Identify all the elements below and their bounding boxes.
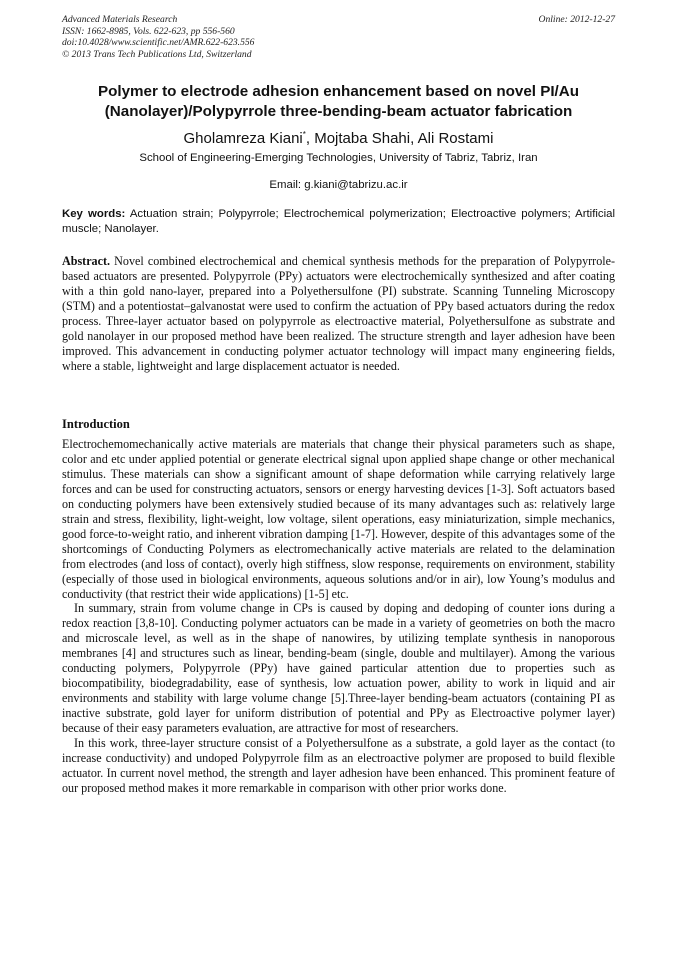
author-email: Email: g.kiani@tabrizu.ac.ir bbox=[269, 179, 408, 191]
keywords-label: Key words: bbox=[62, 208, 126, 220]
introduction-body bbox=[62, 437, 615, 796]
author-name-1: Gholamreza Kiani bbox=[183, 130, 303, 147]
author-list bbox=[62, 126, 615, 148]
abstract-text: Novel combined electrochemical and chemical synthesis methods for the preparation of Polypyrrole-based actuators are presented. Polypyrrole (PPy) actuators were electrochemically synthesized and after coating with a thin gold nano-layer, prepared into a Polyethersulfone (PI) substrate. Scanning Tunneling Microscopy (STM) and a potentiostat–galvanostat were used to confirm the actuation of PPy based actuators during the redox process. Three-layer actuator based on polypyrrole as electroactive material, Polyethersulfone as substrate and gold nanolayer in our proposed method have been realized. The structure strength and layer adhesion have been improved. This advancement in conducting polymer actuator technology will impact many engineering fields, where a stable, lightweight and large displacement actuator is needed. bbox=[62, 254, 615, 373]
paper-title bbox=[62, 82, 615, 121]
journal-copyright: © 2013 Trans Tech Publications Ltd, Switzerland bbox=[62, 48, 252, 60]
paper-title-line-2: (Nanolayer)/Polypyrrole three-bending-beam actuator fabrication bbox=[104, 102, 573, 120]
keywords-text: Actuation strain; Polypyrrole; Electrochemical polymerization; Electroactive polymers; Artificial muscle; Nanolayer. bbox=[62, 208, 615, 235]
keywords bbox=[62, 207, 615, 237]
author-affiliation: School of Engineering-Emerging Technologies, University of Tabriz, Tabriz, Iran bbox=[139, 152, 538, 164]
online-date: Online: 2012-12-27 bbox=[538, 14, 615, 25]
journal-name: Advanced Materials Research bbox=[62, 14, 178, 25]
introduction-paragraph-1: Electrochemomechanically active materials are materials that change their physical parameters such as shape, color and etc under applied potential or generate electrical signal upon applied shape change or other mechanical stimulus. These materials can show a significant amount of shape deformation while carrying relatively large forces and can be used for constructing actuators, sensors or energy harvesting devices [1-3]. Soft actuators based on conducting polymers have been extensively studied because of its many advantages such as: relatively large strain and stress, flexibility, light-weight, low voltage, silent operations, easy miniaturization, simple mechanics, good force-to-weight ratio, and inherent vibration damping [1-7]. However, despite of this advantages some of the shortcomings of Conducting Polymers as electromechanically active materials are related to the delamination from electrodes (and loss of contact), overly high stiffness, slow response, requirements on environment, stability (especially of those used in biological environments, aqueous solutions and/or in air), low Young’s modulus and conductivity (that restrict their wide applications) [1-5] etc. bbox=[62, 437, 615, 601]
author-names-rest: , Mojtaba Shahi, Ali Rostami bbox=[305, 130, 494, 147]
abstract-label: Abstract. bbox=[62, 254, 111, 268]
journal-header bbox=[62, 14, 615, 60]
paper-title-line-1: Polymer to electrode adhesion enhancement based on novel PI/Au bbox=[97, 83, 580, 100]
introduction-paragraph-3: In this work, three-layer structure consist of a Polyethersulfone as a substrate, a gold layer as the contact (to increase conductivity) and undoped Polypyrrole film as an electroactive polymer are proposed to build flexible actuator. In current novel method, the strength and layer adhesion have been enhanced. This prominent feature of our proposed method makes it more remarkable in comparison with other prior works done. bbox=[62, 736, 615, 795]
corresponding-author-mark: * bbox=[302, 130, 306, 139]
introduction-paragraph-2: In summary, strain from volume change in CPs is caused by doping and dedoping of counter ions during a redox reaction [3,8-10]. Conducting polymer actuators can be made in a variety of geometries on both the macro and microscale level, as well as in the shape of nanowires, by utilizing template synthesis in nanoporous membranes [4] and structures such as linear, bending-beam (single, double and multilayer). Among the various conducting polymers, Polypyrrole (PPy) have gained particular attention due to properties such as biocompatibility, biodegradability, ease of synthesis, low actuation power, ability to work in liquid and air environments and stability with large volume change [5].Three-layer bending-beam actuators (containing PI as inactive substrate, gold layer for uniform distribution of potential and PPy as Electroactive polymer layer) because of their easy parameters evaluation, are attractive for most of researchers. bbox=[62, 601, 615, 736]
journal-issn: ISSN: 1662-8985, Vols. 622-623, pp 556-560 bbox=[62, 25, 235, 37]
journal-doi: doi:10.4028/www.scientific.net/AMR.622-623.556 bbox=[62, 37, 255, 49]
introduction-heading: Introduction bbox=[62, 417, 130, 431]
abstract bbox=[62, 254, 615, 374]
